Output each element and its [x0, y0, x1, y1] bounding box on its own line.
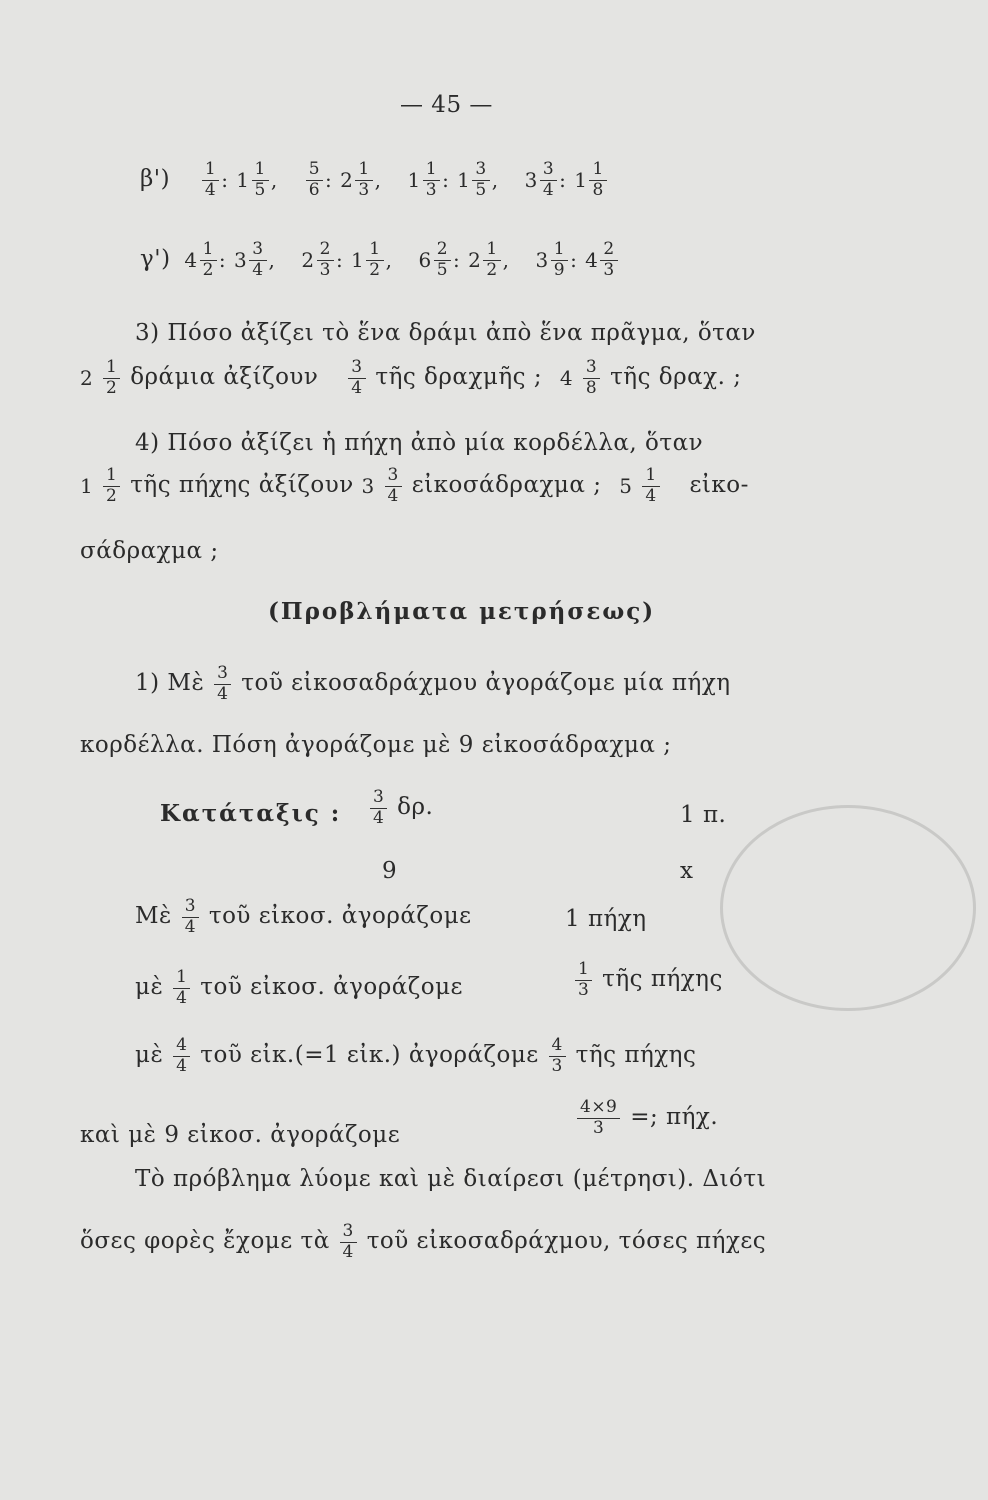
problem4-whole: 1	[80, 474, 94, 499]
problem1-text: τοῦ εἰκοσαδράχμου ἀγοράζομε μία πήχη	[241, 670, 731, 697]
exercise-gamma-items	[184, 239, 645, 280]
solution-row-4-result	[575, 1098, 718, 1138]
library-stamp	[720, 805, 976, 1011]
problem4-text-3: εἰκο-	[689, 472, 749, 499]
solution-row-3-fraction: $\frac{4}{4}$	[173, 1036, 190, 1076]
solution-row-1-fraction: $\frac{3}{4}$	[182, 897, 199, 937]
problem3-text-3: τῆς δραχ. ;	[610, 364, 742, 391]
problem4-line3: σάδραχμα ;	[80, 538, 219, 564]
solution-row-1-result: 1 πήχη	[565, 906, 647, 932]
kataxis-row1-right: 1 π.	[680, 802, 727, 828]
solution-row-2	[135, 968, 463, 1008]
exercise-beta-row	[140, 160, 635, 200]
solution-row-2-fraction: $\frac{1}{4}$	[173, 968, 190, 1008]
problem3-fraction-2: $\frac{3}{4}$	[348, 358, 365, 398]
problem3-line1: 3) Πόσο ἀξίζει τὸ ἕνα δράμι ἀπὸ ἕνα πρᾶγμα, ὅταν	[135, 320, 756, 346]
solution-row-3	[135, 1036, 696, 1076]
exercise-item: $\frac{5}{6}$ : 2 $\frac{1}{3}$ ,	[304, 166, 382, 192]
exercise-item: 3 $\frac{3}{4}$ : 1 $\frac{1}{8}$	[525, 166, 609, 192]
solution-row-4: καὶ μὲ 9 εἰκοσ. ἀγοράζομε	[80, 1122, 401, 1148]
solution-row-3-result-text: τῆς πήχης	[575, 1042, 697, 1069]
solution-row-3-prefix: μὲ	[135, 1042, 164, 1069]
kataxis-fraction: $\frac{3}{4}$	[370, 788, 387, 828]
closing-suffix: τοῦ εἰκοσαδράχμου, τόσες πήχες	[366, 1228, 767, 1255]
exercise-item: 1 $\frac{1}{3}$ : 1 $\frac{3}{5}$ ,	[407, 159, 499, 200]
problem4-text-2: εἰκοσάδραχμα ;	[411, 472, 602, 499]
exercise-beta-items	[200, 159, 635, 200]
problem3-fraction-1: $\frac{1}{2}$	[103, 358, 120, 398]
exercise-gamma-label: γ')	[140, 246, 171, 273]
exercise-beta-label: β')	[140, 166, 171, 193]
solution-row-2-result-text: τῆς πήχης	[602, 966, 723, 993]
solution-row-2-text: τοῦ εἰκοσ. ἀγοράζομε	[200, 974, 463, 1001]
problem1-prefix: 1) Μὲ	[135, 670, 205, 697]
problem4-whole-3: 5	[619, 474, 633, 499]
section-heading: (Προβλήματα μετρήσεως)	[268, 598, 656, 625]
problem4-text-1: τῆς πήχης ἀξίζουν	[130, 472, 354, 499]
problem3-line2	[80, 358, 741, 398]
exercise-item: 2 $\frac{2}{3}$ : 1 $\frac{1}{2}$ ,	[301, 239, 393, 280]
solution-row-3-text: τοῦ εἰκ.(=1 εἰκ.) ἀγοράζομε	[200, 1042, 539, 1069]
solution-row-2-result-fraction: $\frac{1}{3}$	[575, 960, 592, 1000]
solution-row-4-fraction: $\frac{4\times 9}{3}$	[577, 1098, 620, 1138]
kataxis-row2-left: 9	[382, 858, 398, 884]
problem3-text-2: τῆς δραχμῆς ;	[375, 364, 543, 391]
problem4-fraction-3: $\frac{1}{4}$	[642, 466, 659, 506]
problem3-whole-3: 4	[559, 366, 574, 391]
problem4-line1: 4) Πόσο ἀξίζει ἡ πήχη ἀπὸ μία κορδέλλα, ὅταν	[135, 430, 704, 456]
kataxis-unit: δρ.	[397, 794, 434, 821]
closing-line1: Τὸ πρόβλημα λύομε καὶ μὲ διαίρεσι (μέτρησι). Διότι	[135, 1166, 767, 1192]
page-number: — 45 —	[400, 92, 493, 118]
exercise-gamma-row	[140, 240, 646, 280]
problem4-whole-2: 3	[361, 474, 375, 499]
kataxis-row1-left	[368, 788, 433, 828]
problem3-whole: 2	[80, 366, 94, 391]
exercise-item: $\frac{1}{4}$ : 1 $\frac{1}{5}$ ,	[200, 166, 278, 192]
problem4-line2	[80, 466, 749, 506]
solution-row-1-text: τοῦ εἰκοσ. ἀγοράζομε	[208, 903, 472, 930]
problem3-fraction-3: $\frac{3}{8}$	[583, 358, 600, 398]
problem3-text-1: δράμια ἀξίζουν	[130, 364, 319, 391]
kataxis-label: Κατάταξις :	[160, 800, 342, 827]
solution-row-1	[135, 897, 472, 937]
exercise-item: 4 $\frac{1}{2}$ : 3 $\frac{3}{4}$ ,	[184, 239, 276, 280]
closing-fraction: $\frac{3}{4}$	[340, 1222, 357, 1262]
problem1-line2: κορδέλλα. Πόση ἀγοράζομε μὲ 9 εἰκοσάδραχμα ;	[80, 732, 672, 758]
problem4-fraction-1: $\frac{1}{2}$	[103, 466, 120, 506]
kataxis-row2-right: x	[680, 858, 694, 884]
problem1-line1	[135, 664, 731, 704]
solution-row-3-result-fraction: $\frac{4}{3}$	[549, 1036, 566, 1076]
problem4-fraction-2: $\frac{3}{4}$	[385, 466, 402, 506]
closing-prefix: ὅσες φορὲς ἔχομε τὰ	[80, 1228, 330, 1255]
problem1-fraction: $\frac{3}{4}$	[214, 664, 231, 704]
solution-row-2-prefix: μὲ	[135, 974, 164, 1001]
exercise-item: 3 $\frac{1}{9}$ : 4 $\frac{2}{3}$	[536, 246, 620, 272]
closing-line2	[80, 1222, 766, 1262]
exercise-item: 6 $\frac{2}{5}$ : 2 $\frac{1}{2}$ ,	[418, 239, 510, 280]
solution-row-1-prefix: Μὲ	[135, 903, 172, 930]
solution-row-2-result	[573, 960, 723, 1000]
solution-row-4-result-text: =; πήχ.	[630, 1104, 719, 1131]
